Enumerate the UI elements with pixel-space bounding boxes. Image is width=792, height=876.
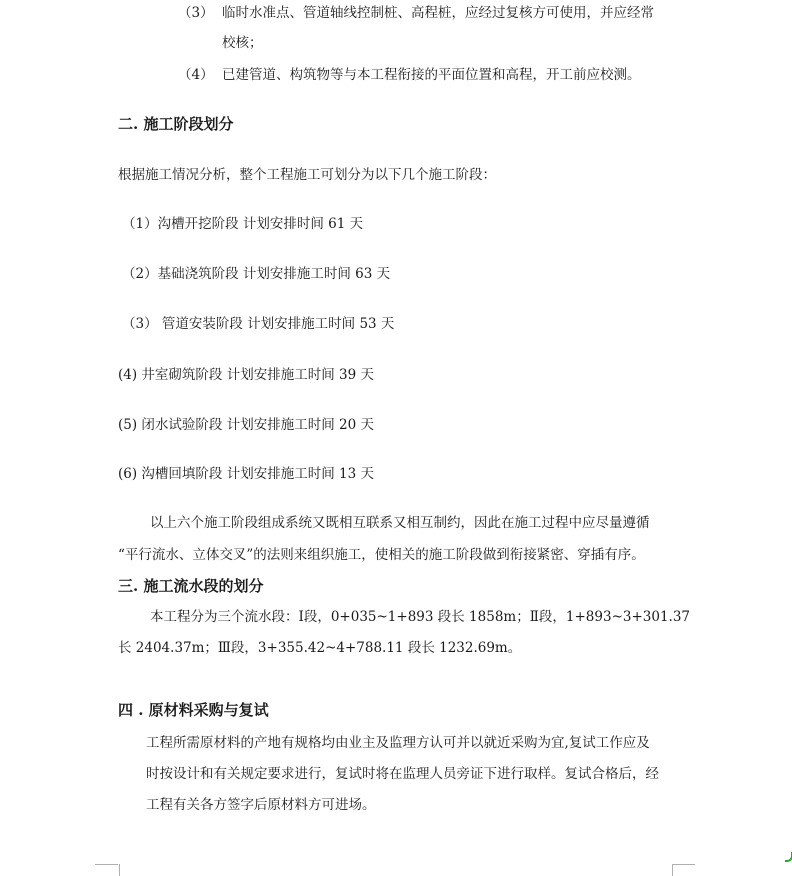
section-3-heading: 三. 施工流水段的划分 [118, 577, 264, 595]
stage-item-5: (5) 闭水试验阶段 计划安排施工时间 20 天 [118, 417, 374, 433]
paragraph-3-line-1: 工程所需原材料的产地有规格均由业主及监理方认可并以就近采购为宜,复试工作应及 [146, 735, 650, 751]
item-3-text-line-2: 校核； [222, 35, 263, 51]
section-2-heading: 二. 施工阶段划分 [118, 115, 234, 133]
check-icon [785, 852, 792, 862]
page-corner-mark-right [672, 864, 697, 876]
stage-item-3: （3） 管道安装阶段 计划安排施工时间 53 天 [122, 316, 395, 332]
paragraph-3-line-2: 时按设计和有关规定要求进行，复试时将在监理人员旁证下进行取样。复试合格后，经 [146, 766, 659, 782]
page-corner-mark-left [95, 864, 120, 876]
stage-item-2: （2）基础浇筑阶段 计划安排施工时间 63 天 [122, 266, 391, 282]
page-corner-line-left [95, 864, 118, 865]
item-4-text: 已建管道、构筑物等与本工程衔接的平面位置和高程，开工前应校测。 [222, 67, 641, 83]
paragraph-3-line-3: 工程有关各方签字后原材料方可进场。 [146, 797, 376, 813]
section-2-intro: 根据施工情况分析，整个工程施工可划分为以下几个施工阶段： [118, 167, 496, 183]
item-3-text-line-1: 临时水准点、管道轴线控制桩、高程桩，应经过复核方可使用，并应经常 [222, 5, 654, 21]
paragraph-2-line-2: 长 2404.37m；Ⅲ段，3+355.42~4+788.11 段长 1232.69m。 [118, 640, 522, 656]
stage-item-1: （1）沟槽开挖阶段 计划安排时间 61 天 [122, 216, 364, 232]
stage-item-6: (6) 沟槽回填阶段 计划安排施工时间 13 天 [118, 466, 374, 482]
page-corner-line-right [672, 864, 695, 865]
item-3-number: （3） [178, 5, 214, 21]
paragraph-1-line-2: “平行流水、立体交叉”的法则来组织施工，使相关的施工阶段做到衔接紧密、穿插有序。 [118, 547, 645, 563]
item-4-number: （4） [178, 67, 214, 83]
stage-item-4: (4) 井室砌筑阶段 计划安排施工时间 39 天 [118, 367, 374, 383]
paragraph-2-line-1: 本工程分为三个流水段：Ⅰ段，0+035~1+893 段长 1858m；Ⅱ段，1+893~3+301.37 [150, 609, 691, 625]
paragraph-1-line-1: 以上六个施工阶段组成系统又既相互联系又相互制约，因此在施工过程中应尽量遵循 [150, 515, 650, 531]
section-4-heading: 四 . 原材料采购与复试 [118, 701, 269, 719]
